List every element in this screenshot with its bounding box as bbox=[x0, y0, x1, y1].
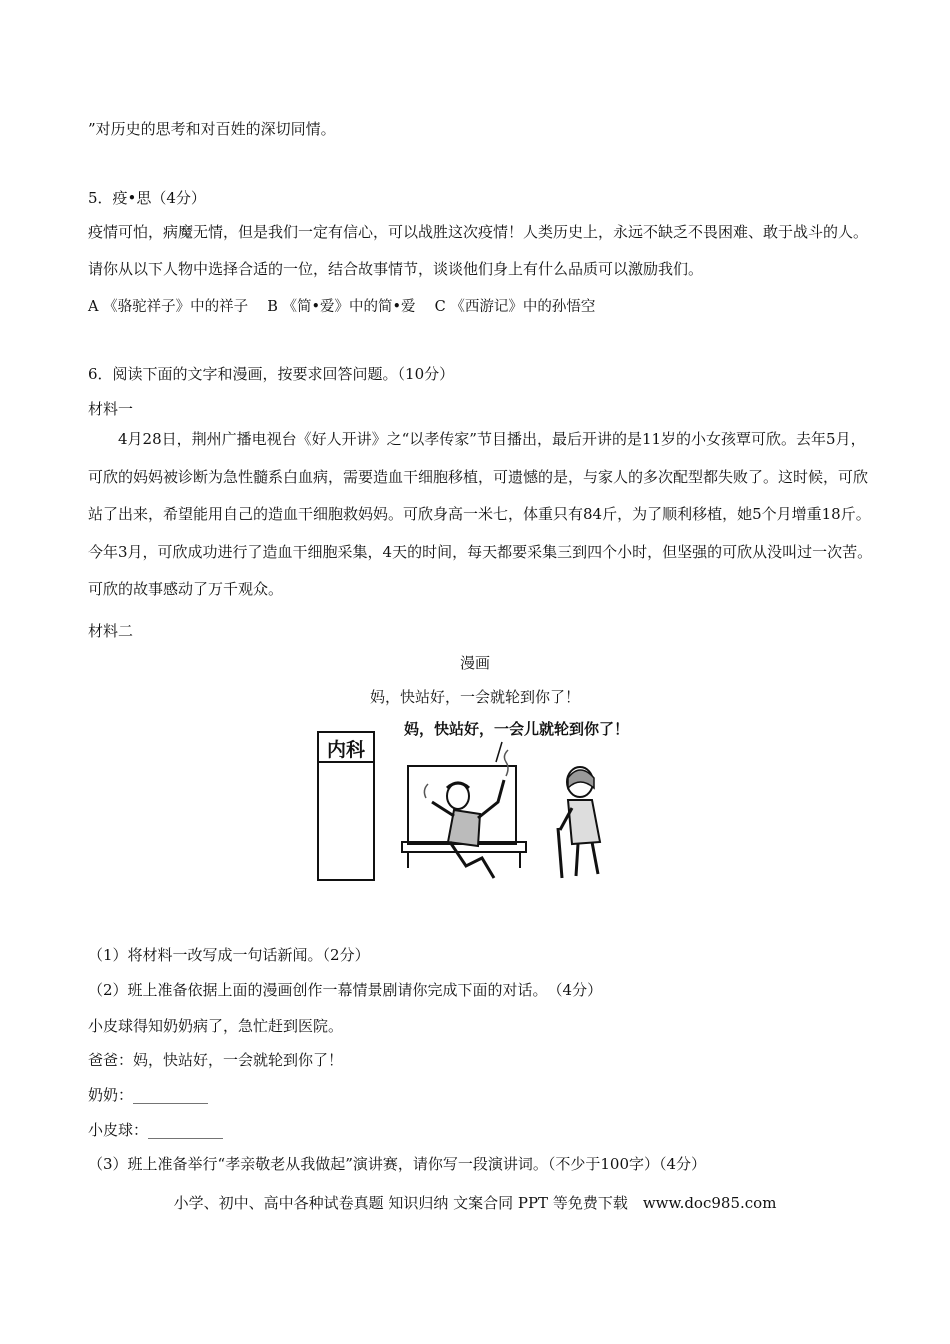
question-6-title: 6．阅读下面的文字和漫画，按要求回答问题。（10分） bbox=[88, 365, 455, 383]
sub-question-3: （3）班上准备举行“孝亲敬老从我做起”演讲赛，请你写一段演讲词。（不少于100字）（4分） bbox=[88, 1155, 707, 1173]
material-2-label: 材料二 bbox=[88, 622, 134, 640]
page-footer: 小学、初中、高中各种试卷真题 知识归纳 文案合同 PPT 等免费下载 www.doc985.com bbox=[173, 1194, 777, 1212]
cartoon-image bbox=[316, 718, 646, 883]
cartoon-title: 漫画 bbox=[459, 654, 490, 672]
question-5-title: 5．疫•思（4分） bbox=[88, 189, 206, 207]
dad-dialogue: 爸爸：妈，快站好，一会就轮到你了！ bbox=[88, 1051, 344, 1069]
sub-question-2: （2）班上准备依据上面的漫画创作一幕情景剧请你完成下面的对话。 （4分） bbox=[88, 981, 603, 999]
xiaopiqiu-dialogue-blank: 小皮球：__________ bbox=[88, 1121, 224, 1139]
material-1-label: 材料一 bbox=[88, 400, 134, 418]
question-5-options: A 《骆驼祥子》中的祥子 B 《简•爱》中的简•爱 C 《西游记》中的孙悟空 bbox=[88, 299, 596, 315]
material-1-text: 4月28日，荆州广播电视台《好人开讲》之“以孝传家”节目播出，最后开讲的是11岁的小女孩覃可欣。去年5月，可欣的妈妈被诊断为急性髓系白血病，需要造血干细胞移植，可遗憾的是，与家人的多次配型都失败了。这时候，可欣站了出来，希望能用自己的造血干细胞救妈妈。可欣身高一米七，体重只有84斤，为了顺利移植，她5个月增重18斤。今年3月，可欣成功进行了造血干细胞采集，4天的时间，每天都要采集三到四个小时，但坚强的可欣从没叫过一次苦。可欣的故事感动了万千观众。 bbox=[88, 430, 873, 598]
cartoon-speech: 妈，快站好，一会儿就轮到你了！ bbox=[404, 720, 630, 738]
question-5-body: 疫情可怕，病魔无情，但是我们一定有信心，可以战胜这次疫情！人类历史上，永远不缺乏不畏困难、敢于战斗的人。请你从以下人物中选择合适的一位，结合故事情节，谈谈他们身上有什么品质可以激励我们。 bbox=[88, 223, 869, 278]
scene-description: 小皮球得知奶奶病了，急忙赶到医院。 bbox=[88, 1017, 344, 1035]
clinic-sign: 内科 bbox=[326, 739, 366, 761]
continuation-line: ”对历史的思考和对百姓的深切同情。 bbox=[88, 120, 336, 138]
cartoon-drawing bbox=[316, 718, 646, 883]
cartoon-caption: 妈，快站好，一会就轮到你了！ bbox=[369, 688, 580, 706]
grandma-dialogue-blank: 奶奶：__________ bbox=[88, 1086, 209, 1104]
sub-question-1: （1）将材料一改写成一句话新闻。（2分） bbox=[88, 946, 370, 964]
